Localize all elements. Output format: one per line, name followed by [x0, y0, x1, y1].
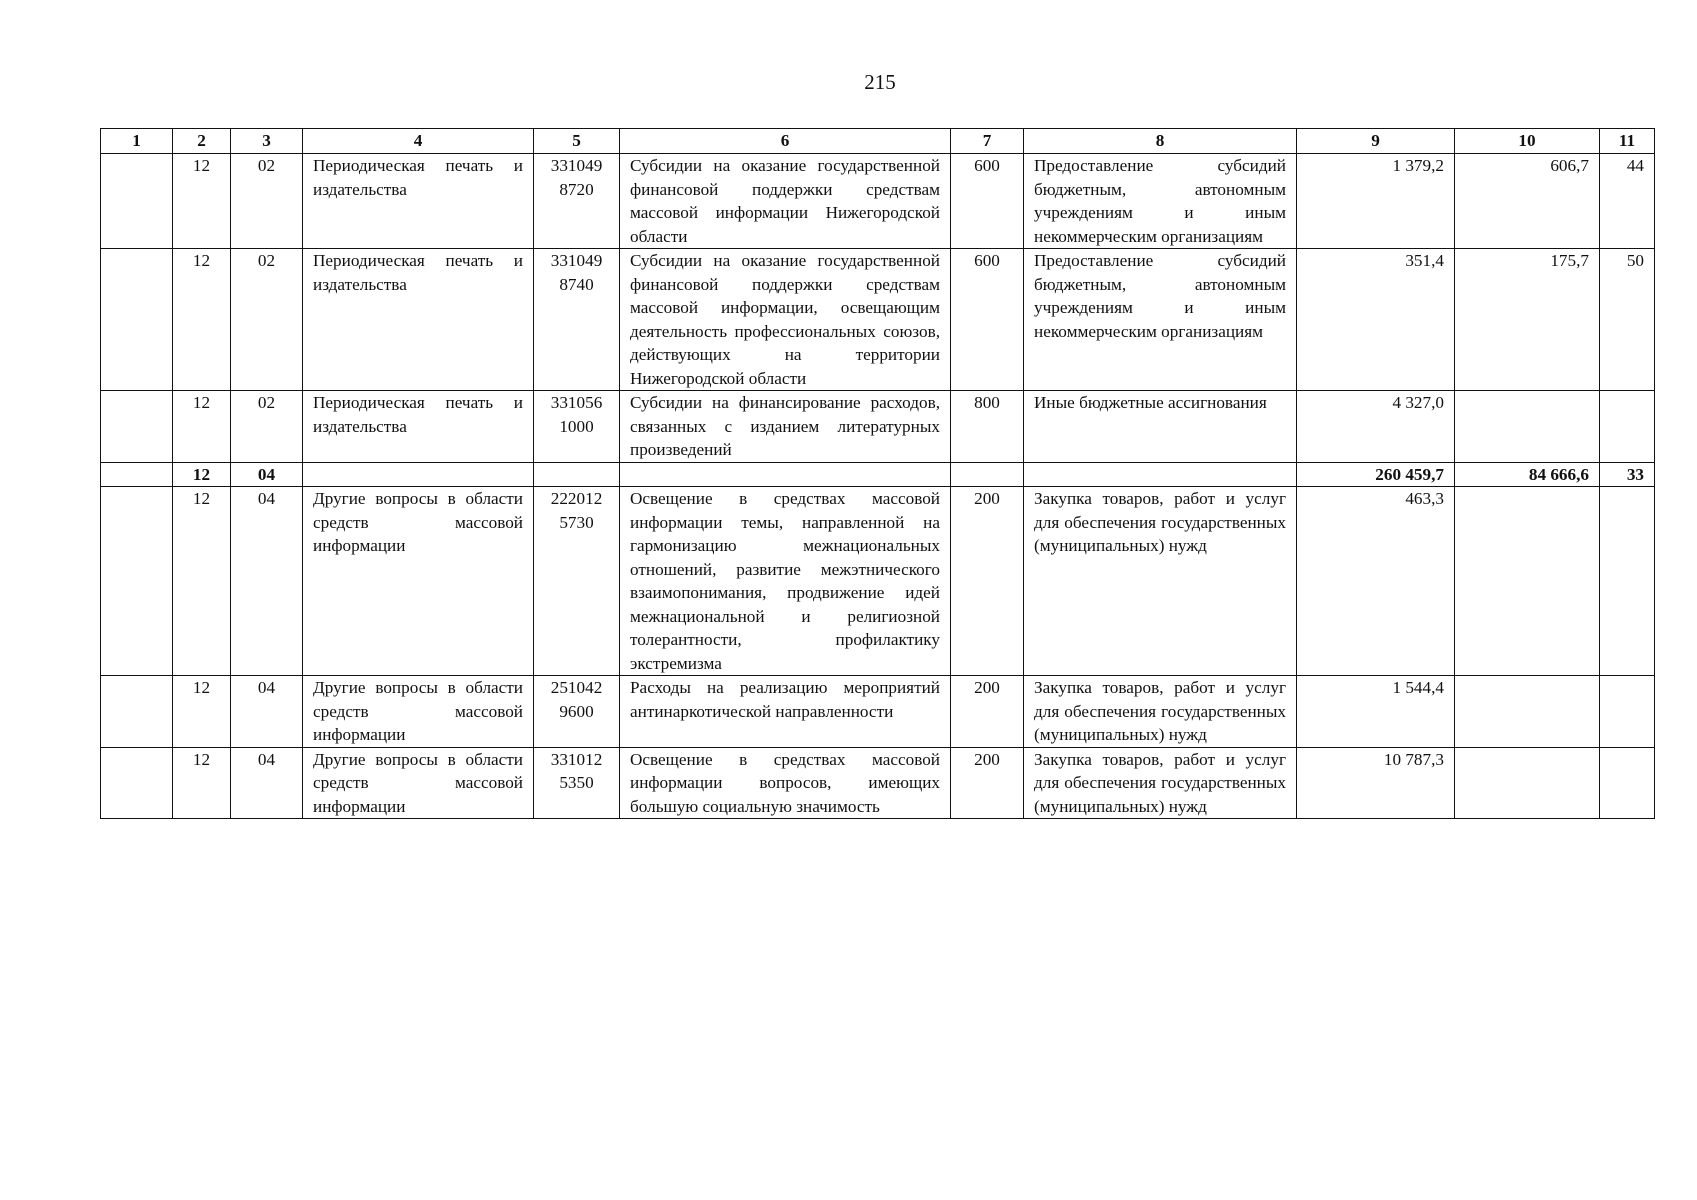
cell-expense-type: 800	[951, 391, 1024, 463]
cell-target-name: Субсидии на финансирование расходов, связанных с изданием литературных произведений	[620, 391, 951, 463]
cell-expense-name	[1024, 462, 1297, 487]
cell-subsection-name	[303, 462, 534, 487]
cell-amount: 4 327,0	[1297, 391, 1455, 463]
cell-target-code: 331012 5350	[534, 747, 620, 819]
cell-target-code: 331049 8740	[534, 249, 620, 391]
cell-col1	[101, 462, 173, 487]
cell-amount-2	[1455, 676, 1600, 748]
cell-amount: 10 787,3	[1297, 747, 1455, 819]
cell-expense-name: Закупка товаров, работ и услуг для обеспечения государственных (муниципальных) нужд	[1024, 747, 1297, 819]
cell-amount: 463,3	[1297, 487, 1455, 676]
cell-target-name: Субсидии на оказание государственной финансовой поддержки средствам массовой информации Нижегородской области	[620, 154, 951, 249]
table-row	[101, 747, 1655, 819]
cell-subsection: 04	[231, 487, 303, 676]
cell-expense-type: 200	[951, 487, 1024, 676]
cell-subsection-name: Периодическая печать и издательства	[303, 249, 534, 391]
cell-percent	[1600, 391, 1655, 463]
header-cell: 7	[951, 129, 1024, 154]
cell-amount: 1 544,4	[1297, 676, 1455, 748]
cell-expense-type: 200	[951, 676, 1024, 748]
cell-target-name	[620, 462, 951, 487]
cell-expense-name: Предоставление субсидий бюджетным, автономным учреждениям и иным некоммерческим организациям	[1024, 249, 1297, 391]
cell-subsection: 02	[231, 391, 303, 463]
cell-percent	[1600, 747, 1655, 819]
table-row	[101, 391, 1655, 463]
cell-expense-type: 200	[951, 747, 1024, 819]
cell-expense-type	[951, 462, 1024, 487]
cell-amount-2: 606,7	[1455, 154, 1600, 249]
cell-subsection: 02	[231, 154, 303, 249]
cell-amount-2: 175,7	[1455, 249, 1600, 391]
cell-section: 12	[173, 487, 231, 676]
cell-col1	[101, 391, 173, 463]
subtotal-row	[101, 462, 1655, 487]
cell-expense-name: Иные бюджетные ассигнования	[1024, 391, 1297, 463]
cell-target-name: Освещение в средствах массовой информации темы, направленной на гармонизацию межнациональных отношений, развитие межэтнического взаимопонимания, продвижение идей межнациональной и религиозной толерантности, профилактику экстремизма	[620, 487, 951, 676]
cell-percent: 33	[1600, 462, 1655, 487]
table-row	[101, 249, 1655, 391]
cell-percent: 44	[1600, 154, 1655, 249]
budget-table	[100, 128, 1655, 819]
header-cell: 10	[1455, 129, 1600, 154]
cell-target-name: Расходы на реализацию мероприятий антинаркотической направленности	[620, 676, 951, 748]
header-row	[101, 129, 1655, 154]
cell-subsection-name: Другие вопросы в области средств массовой информации	[303, 676, 534, 748]
table-row	[101, 154, 1655, 249]
cell-col1	[101, 676, 173, 748]
cell-section: 12	[173, 747, 231, 819]
cell-amount-2: 84 666,6	[1455, 462, 1600, 487]
cell-target-code: 251042 9600	[534, 676, 620, 748]
cell-section: 12	[173, 154, 231, 249]
cell-expense-name: Предоставление субсидий бюджетным, автономным учреждениям и иным некоммерческим организациям	[1024, 154, 1297, 249]
header-cell: 4	[303, 129, 534, 154]
cell-subsection-name: Периодическая печать и издательства	[303, 391, 534, 463]
cell-amount: 351,4	[1297, 249, 1455, 391]
cell-amount-2	[1455, 747, 1600, 819]
header-cell: 5	[534, 129, 620, 154]
cell-expense-name: Закупка товаров, работ и услуг для обеспечения государственных (муниципальных) нужд	[1024, 676, 1297, 748]
cell-subsection: 04	[231, 462, 303, 487]
cell-target-code: 331056 1000	[534, 391, 620, 463]
table-row	[101, 487, 1655, 676]
cell-subsection-name: Другие вопросы в области средств массовой информации	[303, 747, 534, 819]
cell-percent	[1600, 487, 1655, 676]
cell-col1	[101, 487, 173, 676]
cell-subsection: 02	[231, 249, 303, 391]
cell-target-code: 222012 5730	[534, 487, 620, 676]
cell-section: 12	[173, 391, 231, 463]
cell-section: 12	[173, 676, 231, 748]
cell-amount-2	[1455, 487, 1600, 676]
cell-col1	[101, 249, 173, 391]
page-number: 215	[864, 70, 896, 94]
header-cell: 9	[1297, 129, 1455, 154]
cell-percent	[1600, 676, 1655, 748]
cell-col1	[101, 747, 173, 819]
header-cell: 8	[1024, 129, 1297, 154]
cell-amount-2	[1455, 391, 1600, 463]
cell-target-name: Освещение в средствах массовой информации вопросов, имеющих большую социальную значимость	[620, 747, 951, 819]
table-row	[101, 676, 1655, 748]
cell-section: 12	[173, 249, 231, 391]
cell-col1	[101, 154, 173, 249]
cell-amount: 260 459,7	[1297, 462, 1455, 487]
header-cell: 2	[173, 129, 231, 154]
cell-subsection: 04	[231, 747, 303, 819]
cell-expense-type: 600	[951, 249, 1024, 391]
cell-section: 12	[173, 462, 231, 487]
cell-target-code	[534, 462, 620, 487]
header-cell: 1	[101, 129, 173, 154]
header-cell: 3	[231, 129, 303, 154]
header-cell: 11	[1600, 129, 1655, 154]
cell-subsection: 04	[231, 676, 303, 748]
cell-target-name: Субсидии на оказание государственной финансовой поддержки средствам массовой информации, освещающим деятельность профессиональных союзов, действующих на территории Нижегородской области	[620, 249, 951, 391]
header-cell: 6	[620, 129, 951, 154]
cell-subsection-name: Другие вопросы в области средств массовой информации	[303, 487, 534, 676]
cell-amount: 1 379,2	[1297, 154, 1455, 249]
cell-subsection-name: Периодическая печать и издательства	[303, 154, 534, 249]
cell-percent: 50	[1600, 249, 1655, 391]
cell-target-code: 331049 8720	[534, 154, 620, 249]
cell-expense-type: 600	[951, 154, 1024, 249]
cell-expense-name: Закупка товаров, работ и услуг для обеспечения государственных (муниципальных) нужд	[1024, 487, 1297, 676]
